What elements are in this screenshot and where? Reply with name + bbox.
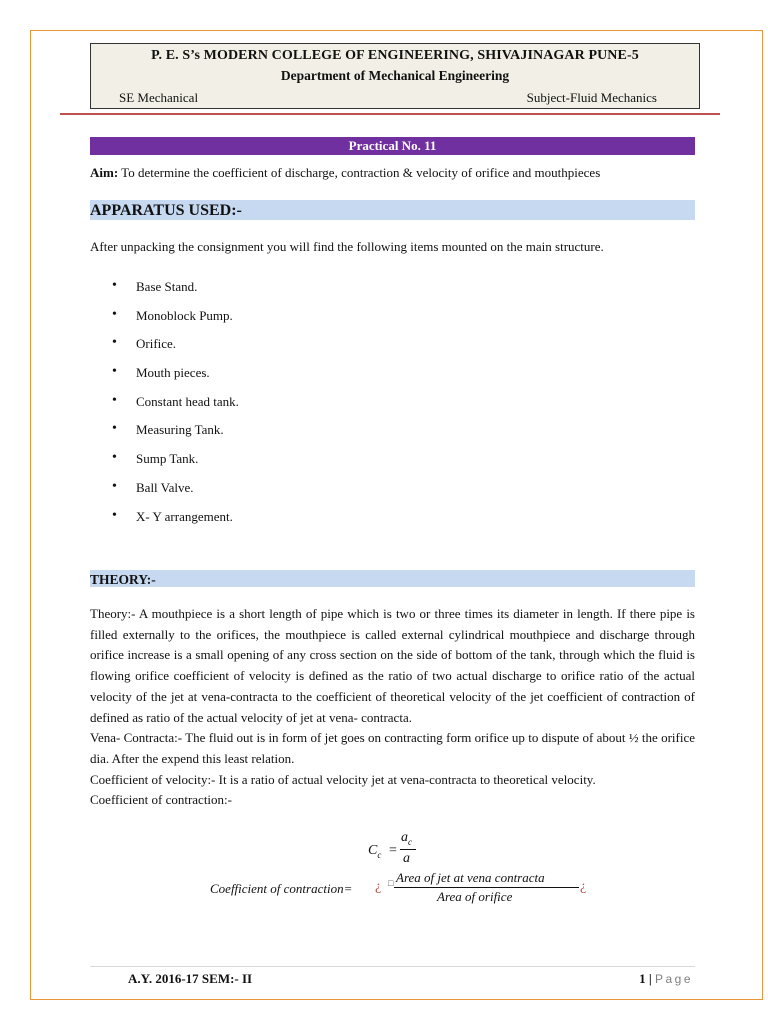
footer-academic-year: A.Y. 2016-17 SEM:- II [128,971,253,986]
page-separator: | [645,971,655,986]
formula-lhs: Coefficient of contraction= [210,881,353,896]
formula-denominator: a [403,851,410,866]
formula-glyph-open: ¿ [375,879,382,894]
apparatus-intro: After unpacking the consignment you will find the following items mounted on the main structure. [90,239,604,254]
theory-heading: THEORY:- [90,570,695,587]
formula-glyph-box: □ [388,878,394,888]
aim-line [90,165,600,181]
fraction-bar [394,887,579,888]
page-number: 1 [639,971,646,986]
theory-body [90,604,695,811]
list-item: • Base Stand. [112,279,239,308]
contraction-coefficient-label: Coefficient of contraction:- [90,792,232,808]
formula-glyph-close: ¿ [580,879,587,894]
list-item: • Constant head tank. [112,394,239,423]
formula-lhs: $C_c$ [368,843,382,860]
document-header [90,43,700,109]
aim-label: Aim: [90,165,119,180]
apparatus-list [112,279,239,537]
vena-contracta-paragraph: Vena- Contracta:- The fluid out is in form of jet goes on contracting form orifice up to dispute of about ½ the orifice dia. After the expend this least relation. [90,730,695,766]
subject-label: Subject-Fluid Mechanics [526,90,657,105]
formula-denominator: Area of orifice [437,889,513,904]
college-name: P. E. S’s MODERN COLLEGE OF ENGINEERING, SHIVAJINAGAR PUNE-5 [151,48,639,63]
list-item: • Sump Tank. [112,451,239,480]
formula-equals: = [389,843,397,858]
apparatus-heading: APPARATUS USED:- [90,200,695,220]
theory-paragraph: Theory:- A mouthpiece is a short length of pipe which is two or three times its diameter in length. If there pipe is filled externally to the orifices, the mouthpiece is called external cylindrical mouthpiece and discharge through orifice increase is a small opening of any cross section on the side of bottom of the tank, through which the fluid is flowing orifice coefficient of velocity is defined as the ratio of two actual discharge to orifice ratio of the actual velocity of the jet at vena-contracta to the coefficient of theoretical velocity of the jet coefficient of contraction of defined as ratio of the actual velocity of jet at vena- contracta. [90,606,695,725]
contraction-formula-words [210,870,590,910]
header-divider [60,113,720,115]
list-item: • Measuring Tank. [112,422,239,451]
list-item: • Orifice. [112,336,239,365]
footer-divider [90,966,695,967]
footer-page-indicator [639,971,693,987]
department-name: Department of Mechanical Engineering [280,68,510,83]
list-item: • Monoblock Pump. [112,308,239,337]
velocity-coefficient-paragraph: Coefficient of velocity:- It is a ratio of actual velocity jet at vena-contracta to theoretical velocity. [90,771,596,787]
list-item: • X- Y arrangement. [112,509,239,538]
practical-title: Practical No. 11 [90,137,695,155]
formula-numerator: Area of jet at vena contracta [396,870,545,885]
aim-text: To determine the coefficient of discharge, contraction & velocity of orifice and mouthpieces [118,165,601,180]
list-item: • Mouth pieces. [112,365,239,394]
fraction-bar [400,849,416,850]
list-item: • Ball Valve. [112,480,239,509]
contraction-formula-symbolic [368,830,428,870]
formula-numerator: $a_c$ [401,830,412,847]
class-label: SE Mechanical [119,90,199,105]
page-word: Page [654,972,693,986]
